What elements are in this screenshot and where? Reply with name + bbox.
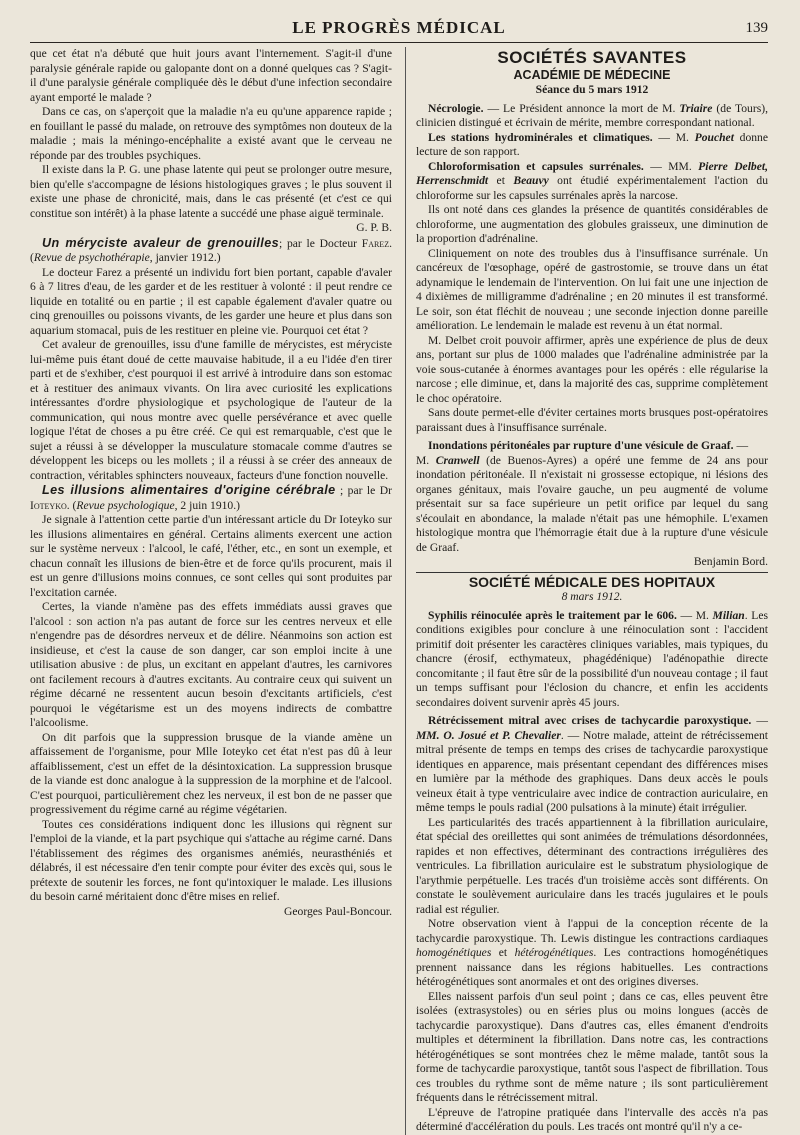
article-heading [30,483,392,513]
byline-text: ; par le Dr [335,484,392,497]
source-title: Revue de psychothérapie [33,251,150,264]
item-text: M. [416,453,436,467]
source-date: , janvier 1912.) [149,251,221,264]
item-text: — M. [652,130,695,144]
item-heading: Inondations péritonéales par rupture d'une vésicule de Graaf. [428,439,734,452]
person-name: Milian [712,608,745,622]
paragraph: On dit parfois que la suppression brusque de la viande amène un affaissement de l'organisme, pour Mlle Ioteyko cet état n'est pas dû à leur affaiblissement, c'est un effet de la désintoxication. La suppression brusque de la viande est donc analogue à la suppression de la morphine et de l'alcool. C'est pourquoi, particulièrement chez les nerveux, il est bon de ne passer que progressivement du régime carné au régime végétarien. [30,730,392,816]
item-text: Notre observation vient à l'appui de la conception récente de la tachycardie paroxystique. Th. Lewis distingue les contractions cardiaques [416,917,768,945]
paragraph: que cet état n'a débuté que huit jours avant l'internement. S'agit-il d'une paralysie générale rapide ou galopante dont on a donné quelques cas ? S'agit-il d'une paralysie générale compliquée dès le début d'une infection secondaire ayant emporté le malade ? [30,47,392,104]
report-item [416,454,768,556]
signature: Georges Paul-Boncour. [284,904,392,918]
item-text: — M. [676,608,713,622]
author-name: Farez [361,236,390,250]
society-title: ACADÉMIE DE MÉDECINE [513,67,671,82]
report-item [416,131,768,160]
article-title: Un méryciste avaleur de grenouilles [42,235,279,250]
person-name: Cranwell [435,453,480,467]
paragraph: Toutes ces considérations indiquent donc les illusions qui règnent sur l'emploi de la viande, et la part psychique qui s'attache au régime carné. Dans l'établissement des régimes des organismes anémiés, neurasthéniés et délabrés, il est nécessaire d'en tenir compte pour éviter des excès qui, sous le prétexte de soutenir les forces, ne font qu'intoxiquer le malade. Les illusions du besoin carné méritaient donc d'être mises en relief. [30,817,392,903]
page-number: 139 [745,20,768,36]
left-column [30,47,392,1135]
item-text: (de Buenos-Ayres) a opéré une femme de 24 ans pour inondation péritonéale. Il n'existait ni grossesse ectopique, ni lésions des organes génitaux, mais l'ovaire gauche, un peu augmenté de volume présentait sur sa face supérieure un petit orifice par lequel du sang s'écoulait en abondance, la malade n'était pas une hémophile. L'examen histologique montra que l'hémorragie était due à la rupture d'une vésicule de Graaf. [416,453,769,554]
item-text: . Les conditions exigibles pour conclure à une réinoculation sont : l'accident primitif doit présenter les caractères cliniques variables, mais typiques, du chancre (érosif, ecthymateux, phagédénique) l'adénopathie directe concomitante ; il faut être sûr de la possibilité d'un nouveau contage ; il faut un temps suffisant pour l'éclosion du chancre, et enfin les accidents secondaires doivent survenir après 45 jours. [416,608,768,709]
paragraph: Je signale à l'attention cette partie d'un intéressant article du Dr Ioteyko sur les illusions alimentaires en général. Certains aliments exercent une action sur le système nerveux : l'alcool, le café, l'éther, etc., en sont un exemple, et chacun connaît les illusions de bien-être et de force qu'ils procurent, mais il est un genre d'illusions moins connues, ce sont celles qui sont produites par l'excitation carnée. [30,513,392,599]
report-item [416,439,768,454]
journal-title: LE PROGRÈS MÉDICAL [292,18,506,37]
report-item [416,714,768,816]
item-text: — [751,714,768,727]
item-text: — [733,439,749,452]
item-heading: Nécrologie. [428,101,484,115]
item-heading: Rétrécissement mitral avec crises de tachycardie paroxystique. [428,714,752,727]
paragraph: Sans doute permet-elle d'éviter certaines morts brusques post-opératoires paraissant dues à l'insuffisance surrénale. [416,406,768,434]
item-text: donne lecture de son rapport. [416,130,769,158]
paragraph: Dans ce cas, on s'aperçoit que la maladie n'a eu qu'une apparence rapide ; en fouillant le passé du malade, on retrouve des symptômes non douteux de la maladie ; mais la méningo-encéphalite a existé avant que le cerveau ne réponde par des troubles psychiques. [30,105,392,162]
paragraph: Cliniquement on note des troubles dus à l'insuffisance surrénale. Un cancéreux de l'œsophage, opéré de gastrostomie, se trouve dans un état adynamique le lendemain de l'intervention. On lui fait une une injection de 4 dixièmes de milligramme d'adrénaline ; en 20 minutes il est transformé. Le soir, son état fléchit de nouveau ; une seconde injection donne pareille amélioration. Le lendemain le malade est revenu à un état normal. [416,246,768,332]
running-header [30,16,768,43]
report-item [416,609,768,711]
person-name: Pierre Delbet, Herrenschmidt [416,159,768,187]
source-date: , 2 juin 1910.) [174,498,240,512]
paragraph: Certes, la viande n'amène pas des effets immédiats aussi graves que l'alcool : son action n'a pas autant de force sur les centres nerveux et elle n'engendre pas de désordres nerveux et de délire. Néanmoins son action est insidieuse, et c'est la cause de son danger, car son emploi incite à une utilisation abusive : de plus, un excitant en appelant d'autres, les carnivores ont facilement recours à d'autres excitants. Au contraire ceux qui suivent un régime décarné ne ressentent aucun besoin d'excitants artificiels, c'est pourquoi le végétarisme est un des moyens indirects de combattre l'alcoolisme. [30,600,392,729]
section-title: SOCIÉTÉS SAVANTES [497,48,687,67]
session-date: 8 mars 1912. [561,590,623,603]
item-heading: Chloroformisation et capsules surrénales. [428,159,644,173]
italic-term: homogénétiques [416,946,492,959]
session-date: Séance du 5 mars 1912 [535,83,649,96]
paragraph: M. Delbet croit pouvoir affirmer, après une expérience de plus de deux ans, portant sur plus de 1000 malades que l'adrénaline administrée par la voie sous-cutanée à énormes avantages pour les opérés : elle régularise la narcose ; elle diminue, et, dans la majorité des cas, supprime complètement le choc opératoire. [416,333,768,405]
paragraph: Le docteur Farez a présenté un individu fort bien portant, capable d'avaler 6 à 7 litres d'eau, de les garder et de les restituer à volonté : il peut rendre ce liquide en totalité ou en partie ; il est capable également d'avaler quatre ou cinq grenouilles ou poissons vivants, de les garder une heure et plus dans son aquarium stomacal, puis de les restituer en pleine vie. Pourquoi cet état ? [30,265,392,337]
signature: G. P. B. [356,221,392,234]
paragraph: Il existe dans la P. G. une phase latente qui peut se prolonger outre mesure, bien qu'elle s'accompagne de lésions histologiques graves ; le plus souvent il existe une phase de chronicité, mais, dans le cas présenté (et c'est ce qui constitue son intérêt) à la phase latente a succédé une phase aiguë terminale. [30,163,392,220]
report-item [416,102,768,131]
report-item [416,160,768,204]
byline-text: ; par le Docteur [279,236,362,250]
paragraph [416,917,768,990]
person-name: Pouchet [694,130,734,144]
society-title: SOCIÉTÉ MÉDICALE DES HOPITAUX [468,573,716,590]
item-text: — Le Président annonce la mort de M. [483,101,680,115]
person-name: MM. O. Josué et P. Chevalier [416,728,561,742]
person-name: Triaire [679,101,713,115]
item-text: et [488,174,514,187]
item-text: (de Tours), clinicien distingué et écrivain de mérite, membre correspondant national. [416,101,768,129]
item-text: . Les contractions homogénétiques prennent naissance dans les régions habituelles. Les contractions hétérogénétiques sont anormales et ont des origines diverses. [416,946,769,988]
article-title: Les illusions alimentaires d'origine cérébrale [42,483,336,497]
paragraph: Les particularités des tracés appartiennent à la fibrillation auriculaire, état spécial des oreillettes qui sont animées de trémulations désordonnées, rapides et non effectives, déterminant des contractions irrégulières des ventricules. La fibrillation auriculaire est le substratum physiologique de l'arythmie perpétuelle. Les tracés d'un troisième accès sont différents. On constate le soulèvement auriculaire dans les tracés jugulaires et le pouls radial est régulier. [416,815,768,916]
item-text: . — Notre malade, atteint de rétrécissement mitral présente de temps en temps des crises de tachycardie paroxystique identiques en apparence, mais présentant cependant des différences mises en lumière par la méthode des graphiques. Dans deux accès le pouls veineux était à type ventriculaire avec indice de contraction auriculaire, en même temps le pouls radial (200 pulsations à la minute) était irrégulier. [416,728,768,814]
source-title: Revue psychologique [76,498,175,512]
item-text: — MM. [643,159,699,173]
italic-term: hétérogénétiques [514,946,594,959]
paragraph: Cet avaleur de grenouilles, issu d'une famille de mérycistes, est méryciste lui-même puis étant doué de cette mauvaise habitude, il a eu l'idée d'en tirer parti et de s'exhiber, c'est pourquoi il est arrivé à introduire dans son estomac et à restituer des animaux vivants. On lira avec curiosité les explications intéressantes d'ordre physiologique et psychologique de l'auteur de la communication, qui nous montre avec quelle persévérance et avec quelle logique l'état de choses a pu être créé. Ce qui est remarquable, c'est que le sujet a réussi à se développer la musculature stomacale comme d'autres se développent les biceps ou les mollets ; il a réussi à se créer des anneaux de contraction, véritables sphincters nouveaux, facteurs d'une fonction nouvelle. [30,338,392,482]
paragraph: Elles naissent parfois d'un seul point ; dans ce cas, elles peuvent être isolées (extrasystoles) ou en séries plus ou moins longues (accès de tachycardie paroxystique). Dans d'autres cas, elles émanent d'endroits multiples et déterminent la fibrillation. Dans notre cas, les contractions hétérogénétiques se sont montrées chez le même malade, tantôt sous la forme de tachycardie paroxystique, tantôt sous l'aspect de fibrillation. Tous ces troubles du rythme sont de même nature ; ils sont particulièrement fréquents dans le rétrécissement mitral. [416,989,768,1104]
item-heading: Les stations hydrominérales et climatiques. [428,130,653,144]
author-name: Ioteyko [30,498,67,512]
section-divider [416,572,768,573]
signature: Benjamin Bord. [693,555,768,568]
punct: . ( [30,236,392,264]
article-heading [30,236,392,266]
paragraph: L'épreuve de l'atropine pratiquée dans l'intervalle des accès n'a pas déterminé d'accélération du pouls. Les tracés ont montré qu'il n'y a ce- [416,1105,768,1133]
two-column-body [30,47,768,1135]
paragraph: Ils ont noté dans ces glandes la présence de quantités considérables de chloroforme, une augmentation des globules graisseux, une diminution de la proportion d'adrénaline. [416,203,768,245]
item-heading: Syphilis réinoculée après le traitement par le 606. [428,608,677,622]
punct: . ( [66,498,77,512]
item-text: et [491,946,515,959]
person-name: Beauvy [513,174,549,187]
item-text: ont étudié expérimentalement l'action du chloroforme sur les capsules surrénales après la narcose. [416,174,768,202]
right-column [405,47,768,1135]
